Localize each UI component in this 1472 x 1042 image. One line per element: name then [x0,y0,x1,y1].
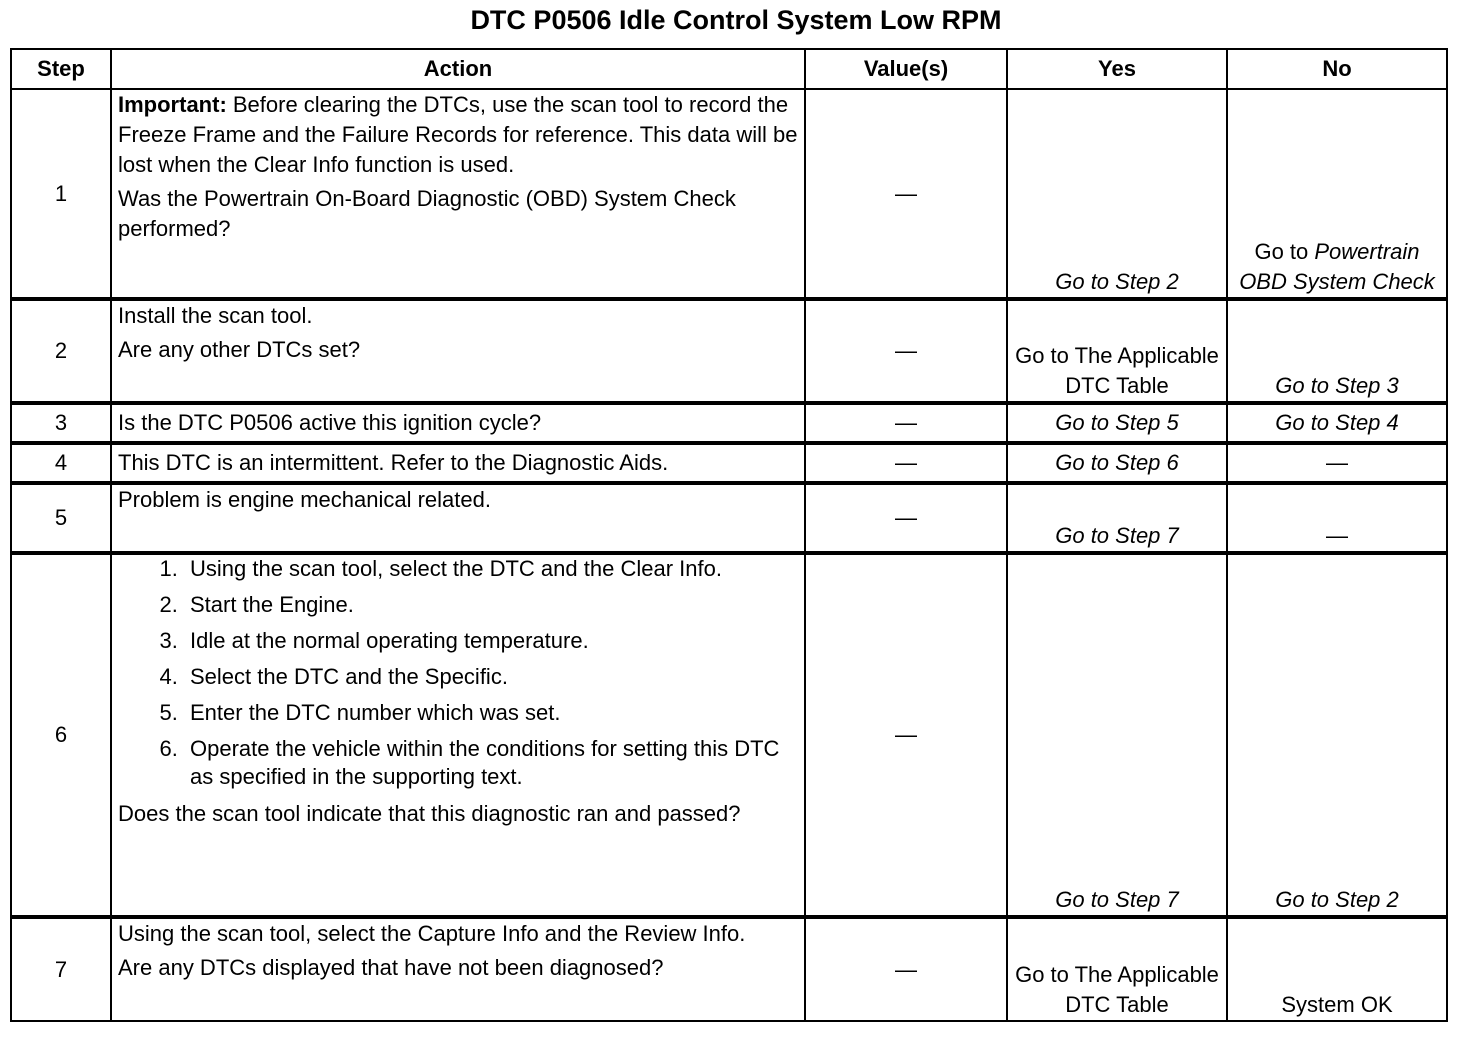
page-title: DTC P0506 Idle Control System Low RPM [470,5,1002,35]
header-row [11,49,1447,89]
table-row-step-1 [11,89,1447,299]
table-row-step-7 [11,917,1447,1021]
step-number: 7 [11,917,111,1021]
list-item: 6. Operate the vehicle within the conditions for setting this DTC as specified in the supporting text. [184,735,798,791]
action-question: Problem is engine mechanical related. [111,483,805,553]
action-question: Does the scan tool indicate that this diagnostic ran and passed? [118,801,741,826]
list-item: 2. Start the Engine. [184,591,798,619]
no-cell [1227,89,1447,299]
action-question: Was the Powertrain On-Board Diagnostic (OBD) System Check performed? [118,186,736,241]
important-text: Before clearing the DTCs, use the scan tool to record the Freeze Frame and the Failure Records for reference. This data will be lost when the Clear Info function is used. [118,92,798,177]
action-instruction: Install the scan tool. [118,303,313,328]
step-number: 6 [11,553,111,917]
action-question: This DTC is an intermittent. Refer to the Diagnostic Aids. [111,443,805,483]
step-number: 3 [11,403,111,443]
step-number: 2 [11,299,111,403]
step-number: 1 [11,89,111,299]
action-question: Are any other DTCs set? [118,337,361,362]
procedure-list [118,555,798,791]
no-cell: Go to Step 4 [1227,403,1447,443]
action-cell [111,553,805,917]
action-instruction: Using the scan tool, select the Capture Info and the Review Info. [118,921,746,946]
header-action: Action [111,49,805,89]
step-number: 4 [11,443,111,483]
value-cell: — [805,89,1007,299]
diagnostic-table [10,48,1448,1022]
value-cell: — [805,483,1007,553]
important-label: Important: [118,92,227,117]
table-row-step-4 [11,443,1447,483]
no-reference: Powertrain OBD System Check [1239,239,1435,294]
no-prefix: Go to [1254,239,1315,264]
value-cell: — [805,403,1007,443]
yes-cell: Go to The Applicable DTC Table [1007,917,1227,1021]
yes-cell: Go to Step 5 [1007,403,1227,443]
action-question: Is the DTC P0506 active this ignition cycle? [111,403,805,443]
yes-cell: Go to Step 6 [1007,443,1227,483]
action-cell [111,917,805,1021]
action-cell [111,299,805,403]
table-row-step-3 [11,403,1447,443]
value-cell: — [805,917,1007,1021]
no-cell: System OK [1227,917,1447,1021]
action-cell [111,89,805,299]
value-cell: — [805,553,1007,917]
value-cell: — [805,443,1007,483]
table-row-step-5 [11,483,1447,553]
header-values: Value(s) [805,49,1007,89]
no-cell: — [1227,483,1447,553]
header-yes: Yes [1007,49,1227,89]
table-row-step-2 [11,299,1447,403]
header-step: Step [11,49,111,89]
no-cell: — [1227,443,1447,483]
list-item: 5. Enter the DTC number which was set. [184,699,798,727]
no-cell: Go to Step 2 [1227,553,1447,917]
yes-cell: Go to Step 7 [1007,553,1227,917]
header-no: No [1227,49,1447,89]
important-note [118,90,798,180]
value-cell: — [805,299,1007,403]
yes-cell: Go to Step 2 [1007,89,1227,299]
step-number: 5 [11,483,111,553]
yes-cell: Go to The Applicable DTC Table [1007,299,1227,403]
no-cell: Go to Step 3 [1227,299,1447,403]
list-item: 4. Select the DTC and the Specific. [184,663,798,691]
table-row-step-6 [11,553,1447,917]
list-item: 3. Idle at the normal operating temperature. [184,627,798,655]
list-item: 1. Using the scan tool, select the DTC and the Clear Info. [184,555,798,583]
yes-cell: Go to Step 7 [1007,483,1227,553]
action-question: Are any DTCs displayed that have not been diagnosed? [118,955,664,980]
